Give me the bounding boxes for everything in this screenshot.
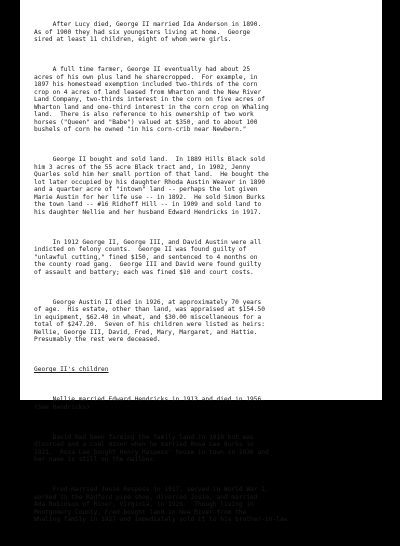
section-heading: George II's children	[34, 366, 109, 373]
paragraph-land-transactions: George II bought and sold land. In 1889 Hills Black sold him 3 acres of the 55 acre Black tract and, in 1902, Jenny Quarles sold him her small portion of that land. He bought the lot later occupied by his daughter Rhoda Austin Weaver in 1890 and a quarter acre of "intown" land -- perhaps the lot given Marie Austin for her life use -- in 1892. He sold Simon Burks the town land -- #16 Ridhoff Hill -- in 1909 and sold land to his daughter Nellie and her husband Edward Hendricks in 1917.	[34, 156, 269, 216]
paragraph-fred: Fred married Josie Respess in 1917, served in World War I, worked in the Radford pipe shop, divorced Josie, and married Ada Robinson of Riner, Virginia, in 1926. Though living in Montgomery County, Fred bought land in New River from the Whaling family in 1927 and immediately sold it to his brother-in-law	[34, 486, 288, 523]
paragraph-death-estate: George Austin II died in 1926, at approximately 70 years of age. His estate, other than land, was appraised at $154.50 in equipment, $62.40 in wheat, and $30.00 miscellaneous for a total of $247.20. Seven of his children were listed as heirs: Nellie, George III, David, Fred, Mary, Margaret, and Hattie. Presumably the rest were deceased.	[34, 298, 265, 343]
paragraph-nellie: Nellie married Edward Hendricks in 1913 and died in 1956. (See Hendricks)	[34, 396, 265, 411]
document-body	[34, 6, 376, 546]
paragraph-indictments: In 1912 George II, George III, and David Austin were all indicted on felony counts. George II was found guilty of "unlawful cutting," fined $150, and sentenced to 4 months on the county road gang. George III and David were found guilty of assault and battery; each was fined $10 and court costs.	[34, 238, 262, 276]
paragraph-farming: A full time farmer, George II eventually had about 25 acres of his own plus land he sharecropped. For example, in 1897 his homestead exemption included two-thirds of the corn crop on 4 acres of land leased from Wharton and the New River Land Company, two-thirds interest in the corn on five acres of Wharton land and one-third interest in the corn crop on Whaling land. There is also reference to his ownership of two work horses ("Queen" and "Babe") valued at $350, and to about 100 bushels of corn he owned "in his corn-crib near Newbern."	[34, 66, 269, 133]
paragraph-remarriage: After Lucy died, George II married Ida Anderson in 1890. As of 1900 they had six youngsters living at home. George sired at least 11 children, eight of whom were girls.	[34, 21, 262, 43]
document-page	[20, 0, 382, 523]
paragraph-david: David had been farming the family land in 1910 but was divorced and a coal miner when he married Rosa Lee Burks in 1921. Rosa Lee bought Henry Respess' house in town in 1936 and her name is still on the mailbox.	[34, 433, 269, 463]
